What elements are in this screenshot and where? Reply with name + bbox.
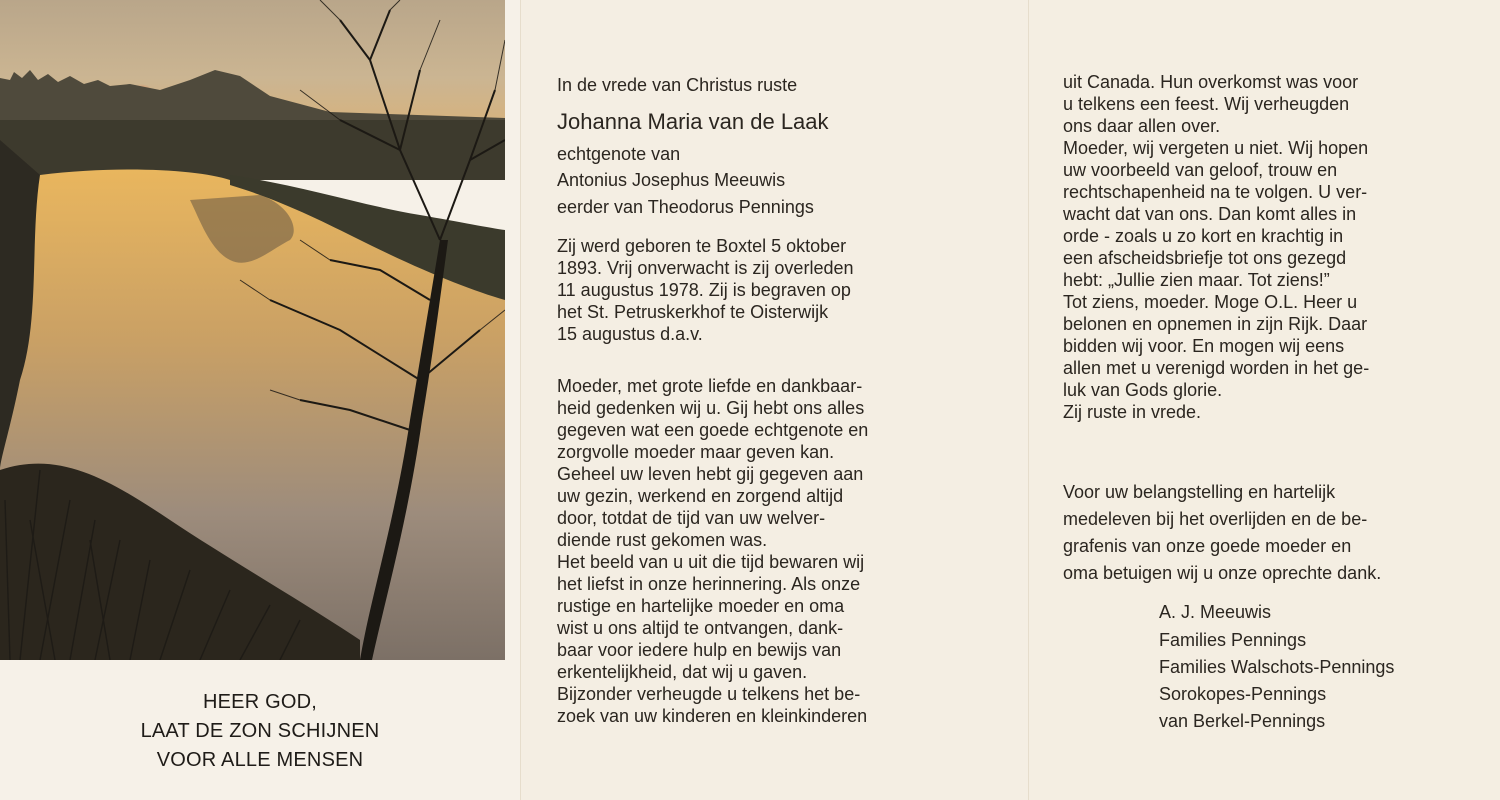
tribute-line: door, totdat de tijd van uw welver- <box>557 508 826 528</box>
continued-line: belonen en opnemen in zijn Rijk. Daar <box>1063 314 1368 334</box>
continued-line: luk van Gods glorie. <box>1063 380 1223 400</box>
continued-line: u telkens een feest. Wij verheugden <box>1063 94 1350 114</box>
continued-line: bidden wij voor. En mogen wij eens <box>1063 336 1345 356</box>
right-panel <box>1028 0 1500 800</box>
facts-line: Zij werd geboren te Boxtel 5 oktober <box>557 236 847 256</box>
tribute-line: erkentelijkheid, dat wij u gaven. <box>557 662 808 682</box>
spouse-line: echtgenote van <box>557 144 681 164</box>
continued-line: uit Canada. Hun overkomst was voor <box>1063 72 1359 92</box>
facts-line: 15 augustus d.a.v. <box>557 324 703 344</box>
facts-line: het St. Petruskerkhof te Oisterwijk <box>557 302 829 322</box>
left-panel <box>0 0 520 800</box>
tribute-line: zorgvolle moeder maar geven kan. <box>557 442 835 462</box>
tribute-line: heid gedenken wij u. Gij hebt ons alles <box>557 398 865 418</box>
verse-line-1: HEER GOD, <box>202 691 318 713</box>
verse-line-3: VOOR ALLE MENSEN <box>156 749 364 771</box>
continued-line: orde - zoals u zo kort en krachtig in <box>1063 226 1344 246</box>
tribute-line: Moeder, met grote liefde en dankbaar- <box>557 376 863 396</box>
continued-line: allen met u verenigd worden in het ge- <box>1063 358 1370 378</box>
signature-line: van Berkel-Pennings <box>1159 711 1326 731</box>
continued-line: ons daar allen over. <box>1063 116 1221 136</box>
verse-line-2: LAAT DE ZON SCHIJNEN <box>140 720 380 742</box>
thanks-line: grafenis van onze goede moeder en <box>1063 536 1352 556</box>
spouse-line: Antonius Josephus Meeuwis <box>557 170 786 190</box>
continued-line: een afscheidsbriefje tot ons gezegd <box>1063 248 1347 268</box>
tribute-line: Het beeld van u uit die tijd bewaren wij <box>557 552 865 572</box>
signature-line: Families Walschots-Pennings <box>1159 657 1395 677</box>
thanks-line: Voor uw belangstelling en hartelijk <box>1063 482 1336 502</box>
facts-line: 11 augustus 1978. Zij is begraven op <box>557 280 851 300</box>
tribute-line: rustige en hartelijke moeder en oma <box>557 596 845 616</box>
signature-line: Sorokopes-Pennings <box>1159 684 1327 704</box>
continued-line: Tot ziens, moeder. Moge O.L. Heer u <box>1063 292 1358 312</box>
tribute-line: het liefst in onze herinnering. Als onze <box>557 574 861 594</box>
thanks-line: oma betuigen wij u onze oprechte dank. <box>1063 563 1382 583</box>
signature-line: A. J. Meeuwis <box>1159 602 1272 622</box>
sunset-river-photo <box>0 0 505 660</box>
tribute-line: baar voor iedere hulp en bewijs van <box>557 640 842 660</box>
tribute-line: zoek van uw kinderen en kleinkinderen <box>557 706 868 726</box>
intro-text: In de vrede van Christus ruste <box>557 75 798 95</box>
tribute-line: uw gezin, werkend en zorgend altijd <box>557 486 844 506</box>
continued-line: wacht dat van ons. Dan komt alles in <box>1063 204 1357 224</box>
tribute-line: Bijzonder verheugde u telkens het be- <box>557 684 861 704</box>
deceased-name: Johanna Maria van de Laak <box>557 109 829 134</box>
continued-line: uw voorbeeld van geloof, trouw en <box>1063 160 1338 180</box>
signature-line: Families Pennings <box>1159 630 1307 650</box>
tribute-line: wist u ons altijd te ontvangen, dank- <box>557 618 844 638</box>
continued-line: hebt: „Jullie zien maar. Tot ziens!” <box>1063 270 1330 290</box>
continued-line: Zij ruste in vrede. <box>1063 402 1202 422</box>
thanks-line: medeleven bij het overlijden en de be- <box>1063 509 1368 529</box>
spouse-line: eerder van Theodorus Pennings <box>557 197 814 217</box>
continued-line: Moeder, wij vergeten u niet. Wij hopen <box>1063 138 1369 158</box>
continued-line: rechtschapenheid na te volgen. U ver- <box>1063 182 1368 202</box>
tribute-line: Geheel uw leven hebt gij gegeven aan <box>557 464 864 484</box>
tribute-line: gegeven wat een goede echtgenote en <box>557 420 869 440</box>
facts-line: 1893. Vrij onverwacht is zij overleden <box>557 258 854 278</box>
middle-panel <box>520 0 1029 800</box>
tribute-line: diende rust gekomen was. <box>557 530 768 550</box>
